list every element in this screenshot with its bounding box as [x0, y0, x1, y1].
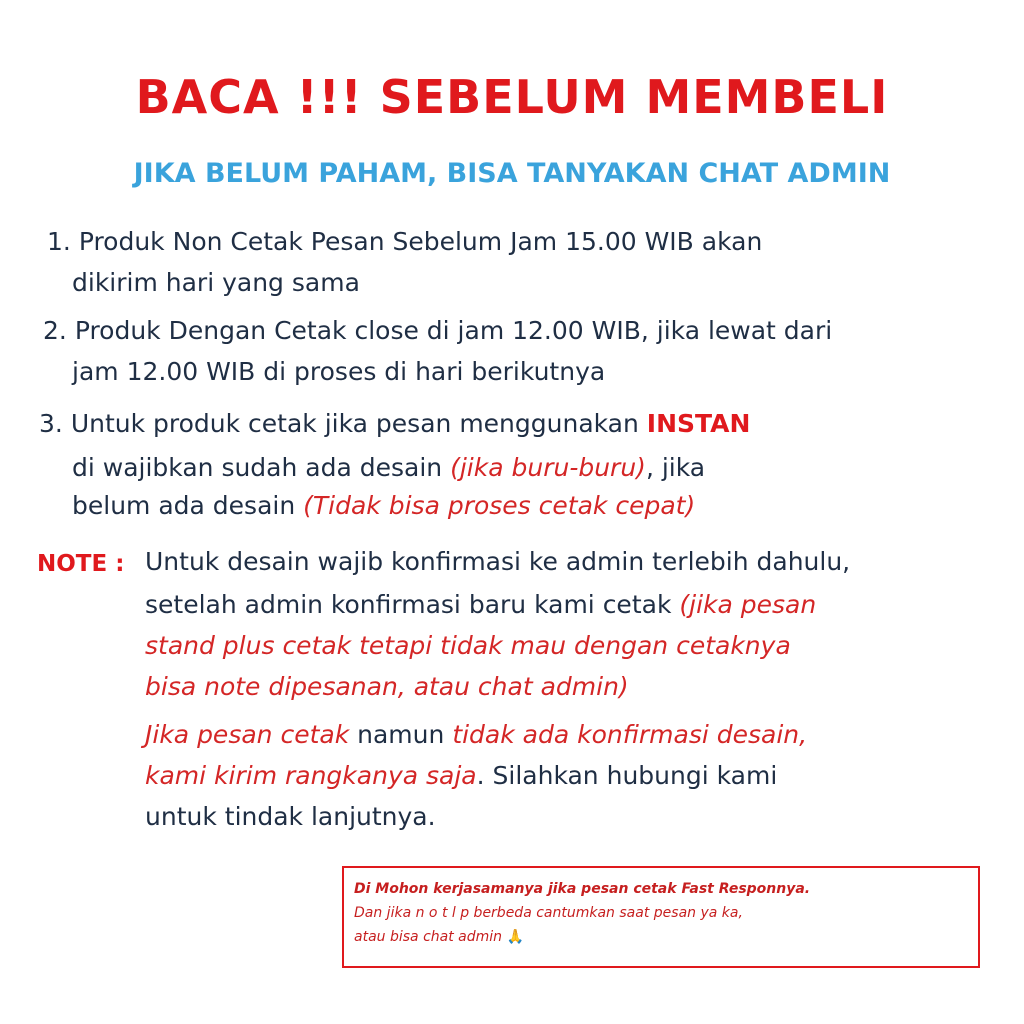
- item-text: jam 12.00 WIB di proses di hari berikutnya: [72, 357, 606, 386]
- notice-box: [342, 866, 980, 968]
- note-text: setelah admin konfirmasi baru kami cetak: [145, 590, 672, 619]
- item-3-line-3: [72, 493, 695, 518]
- item-text: dikirim hari yang sama: [72, 268, 360, 297]
- item-number: 2.: [43, 316, 67, 345]
- item-2-line-2: [72, 359, 605, 384]
- note-line-1: [145, 549, 850, 574]
- item-3-line-1: [39, 411, 750, 436]
- item-1-line-2: [72, 270, 360, 295]
- notice-line-3: [354, 925, 978, 949]
- page-subtitle: JIKA BELUM PAHAM, BISA TANYAKAN CHAT ADMIN: [133, 158, 891, 189]
- item-number: 1.: [47, 227, 71, 256]
- item-text: Untuk produk cetak jika pesan menggunakan: [70, 409, 639, 438]
- note-line-4: [145, 674, 629, 699]
- item-text-tail: , jika: [645, 453, 706, 482]
- item-3-line-2: [72, 455, 705, 480]
- item-italic-note: (jika buru-buru): [450, 453, 646, 482]
- item-text: Produk Non Cetak Pesan Sebelum Jam 15.00 WIB akan: [78, 227, 763, 256]
- item-1-line-1: [47, 229, 762, 254]
- instan-highlight: INSTAN: [646, 409, 751, 438]
- item-text: di wajibkan sudah ada desain: [72, 453, 443, 482]
- praying-hands-icon: 🙏: [506, 929, 524, 945]
- note-line-5: [145, 722, 807, 747]
- note-italic: Jika pesan cetak: [145, 720, 350, 749]
- note-italic: kami kirim rangkanya saja: [145, 761, 477, 790]
- note-text: . Silahkan hubungi kami: [476, 761, 778, 790]
- page-title: BACA !!! SEBELUM MEMBELI: [135, 70, 889, 124]
- item-text: belum ada desain: [72, 491, 296, 520]
- note-italic: stand plus cetak tetapi tidak mau dengan cetaknya: [145, 631, 791, 660]
- note-line-6: [145, 763, 777, 788]
- note-italic: (jika pesan: [679, 590, 817, 619]
- note-line-3: [145, 633, 791, 658]
- item-number: 3.: [39, 409, 63, 438]
- note-italic: bisa note dipesanan, atau chat admin): [145, 672, 629, 701]
- item-2-line-1: [43, 318, 832, 343]
- notice-line-2: Dan jika n o t l p berbeda cantumkan saat pesan ya ka,: [354, 905, 743, 921]
- note-text: untuk tindak lanjutnya.: [145, 802, 436, 831]
- note-italic: tidak ada konfirmasi desain,: [452, 720, 808, 749]
- note-text: namun: [357, 720, 445, 749]
- notice-line-1: Di Mohon kerjasamanya jika pesan cetak Fast Responnya.: [354, 881, 811, 897]
- item-italic-note: (Tidak bisa proses cetak cepat): [303, 491, 696, 520]
- item-text: Produk Dengan Cetak close di jam 12.00 WIB, jika lewat dari: [74, 316, 833, 345]
- note-label: NOTE :: [37, 551, 125, 577]
- note-text: Untuk desain wajib konfirmasi ke admin terlebih dahulu,: [145, 547, 851, 576]
- note-line-2: [145, 592, 816, 617]
- notice-text: atau bisa chat admin: [354, 929, 503, 945]
- note-line-7: [145, 804, 436, 829]
